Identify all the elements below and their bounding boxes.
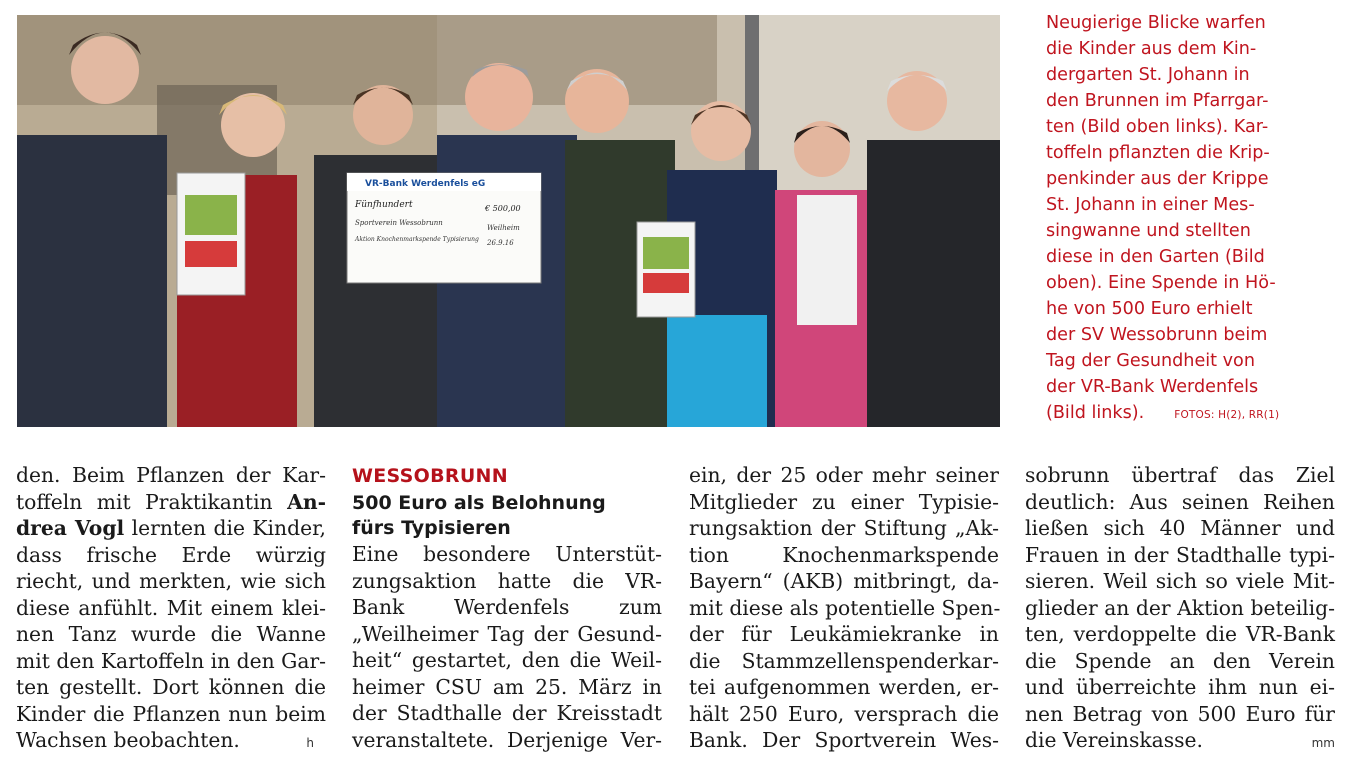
group-photo [17,15,1000,427]
text-line: Kinder die Pflanzen nun beim [16,701,326,726]
caption-line: he von 500 Euro erhielt [1046,299,1253,319]
caption-line-last [1046,400,1336,428]
text-line: und überreichte ihm nun ei- [1025,675,1335,699]
check-payee: Sportverein Wessobrunn [355,219,443,227]
text-line: der für Leukämiekranke in [689,622,999,646]
text-line: Bayern“ (AKB) mitbringt, da- [689,569,999,593]
check-amount-words: Fünfhundert [355,200,413,210]
check-amount: € 500,00 [485,204,521,213]
text-line: der Stadthalle der Kreisstadt [352,701,662,725]
text-line: Bank. Der Sportverein Wes- [689,728,999,752]
person-name: An- [287,489,326,514]
text-line: deutlich: Aus seinen Reihen [1025,489,1335,514]
text-run: die Vereinskasse. [1025,728,1204,752]
caption-line: diese in den Garten (Bild [1046,247,1265,267]
article-headline: 500 Euro als Belohnung [352,492,606,514]
caption-line: penkinder aus der Krippe [1046,169,1269,189]
text-line: riecht, und merkten, wie sich [16,569,326,593]
article-column-3 [689,462,999,754]
caption-line: der VR-Bank Werdenfels [1046,377,1259,397]
text-line: mit den Kartoffeln in den Gar- [16,648,326,673]
text-line: glieder an der Aktion beteilig- [1025,595,1335,620]
text-line: nen Betrag von 500 Euro für [1025,701,1335,726]
text-line: Frauen in der Stadthalle typi- [1025,542,1335,567]
caption-text: (Bild links). [1046,403,1145,423]
text-line: hält 250 Euro, versprach die [689,701,999,726]
caption-line: toffeln pflanzten die Krip- [1046,143,1270,163]
article-kicker: WESSOBRUNN [352,465,508,487]
caption-line: den Brunnen im Pfarrgar- [1046,91,1269,111]
article-column-4 [1025,462,1335,757]
caption-line: singwanne und stellten [1046,221,1251,241]
text-line: nen Tanz wurde die Wanne [16,622,326,646]
author-sig: h [306,736,314,750]
text-line-last [1025,727,1335,757]
text-line: ten gestellt. Dort können die [16,675,326,699]
caption-line: die Kinder aus dem Kin- [1046,39,1257,59]
text-line: zungsaktion hatte die VR- [352,568,662,593]
person-name: drea Vogl [16,516,125,540]
text-line: heit“ gestartet, den die Weil- [352,648,662,672]
article-headline: fürs Typisieren [352,517,511,539]
check-bank-label: VR-Bank Werdenfels eG [365,179,486,189]
caption-line: dergarten St. Johann in [1046,65,1250,85]
caption-line: der SV Wessobrunn beim [1046,325,1268,345]
text-line: veranstaltete. Derjenige Ver- [352,727,662,752]
text-line: den. Beim Pflanzen der Kar- [16,463,326,487]
text-run: Wachsen beobachten. [16,728,240,752]
text-line: diese anfühlt. Mit einem klei- [16,595,326,620]
text-line-last [16,727,326,757]
photo-caption [1046,10,1336,428]
text-line: dass frische Erde würzig [16,542,326,567]
caption-line: oben). Eine Spende in Hö- [1046,273,1276,293]
check-date: 26.9.16 [487,239,514,247]
book-left [177,173,245,295]
text-line: sieren. Weil sich so viele Mit- [1025,569,1335,593]
text-line: „Weilheimer Tag der Gesund- [352,621,662,646]
text-line: mit diese als potentielle Spen- [689,595,1001,620]
text-line: Bank Werdenfels zum [352,595,662,619]
caption-line: ten (Bild oben links). Kar- [1046,117,1269,137]
text-run: toffeln mit Praktikantin [16,489,288,514]
text-line [16,489,326,516]
text-line: die Spende an den Verein [1025,648,1335,673]
text-line: sobrunn übertraf das Ziel [1025,463,1335,487]
article-column-1 [16,462,326,757]
article-column-2 [352,462,662,753]
text-line: ten, verdoppelte die VR-Bank [1025,622,1335,646]
photo-credit: FOTOS: H(2), RR(1) [1174,409,1280,421]
text-run: lernten die Kinder, [124,516,326,540]
check-place: Weilheim [487,224,520,232]
text-line: Mitglieder zu einer Typisie- [689,489,999,514]
check-purpose: Aktion Knochenmarkspende Typisierung [355,236,479,243]
author-sig: mm [1311,736,1335,750]
text-line: ein, der 25 oder mehr seiner [689,463,999,487]
caption-line: Neugierige Blicke warfen [1046,13,1266,33]
text-line: tei aufgenommen werden, er- [689,675,999,699]
text-line: Eine besondere Unterstüt- [352,542,662,566]
text-line: ließen sich 40 Männer und [1025,516,1335,540]
text-line: tion Knochenmarkspende [689,542,999,567]
big-check [347,173,541,283]
caption-line: St. Johann in einer Mes- [1046,195,1255,215]
book-right [637,222,695,317]
text-line: rungsaktion der Stiftung „Ak- [689,516,999,540]
text-line [16,515,326,542]
text-line: die Stammzellenspenderkar- [689,648,999,673]
text-line: heimer CSU am 25. März in [352,674,662,699]
caption-line: Tag der Gesundheit von [1046,351,1255,371]
